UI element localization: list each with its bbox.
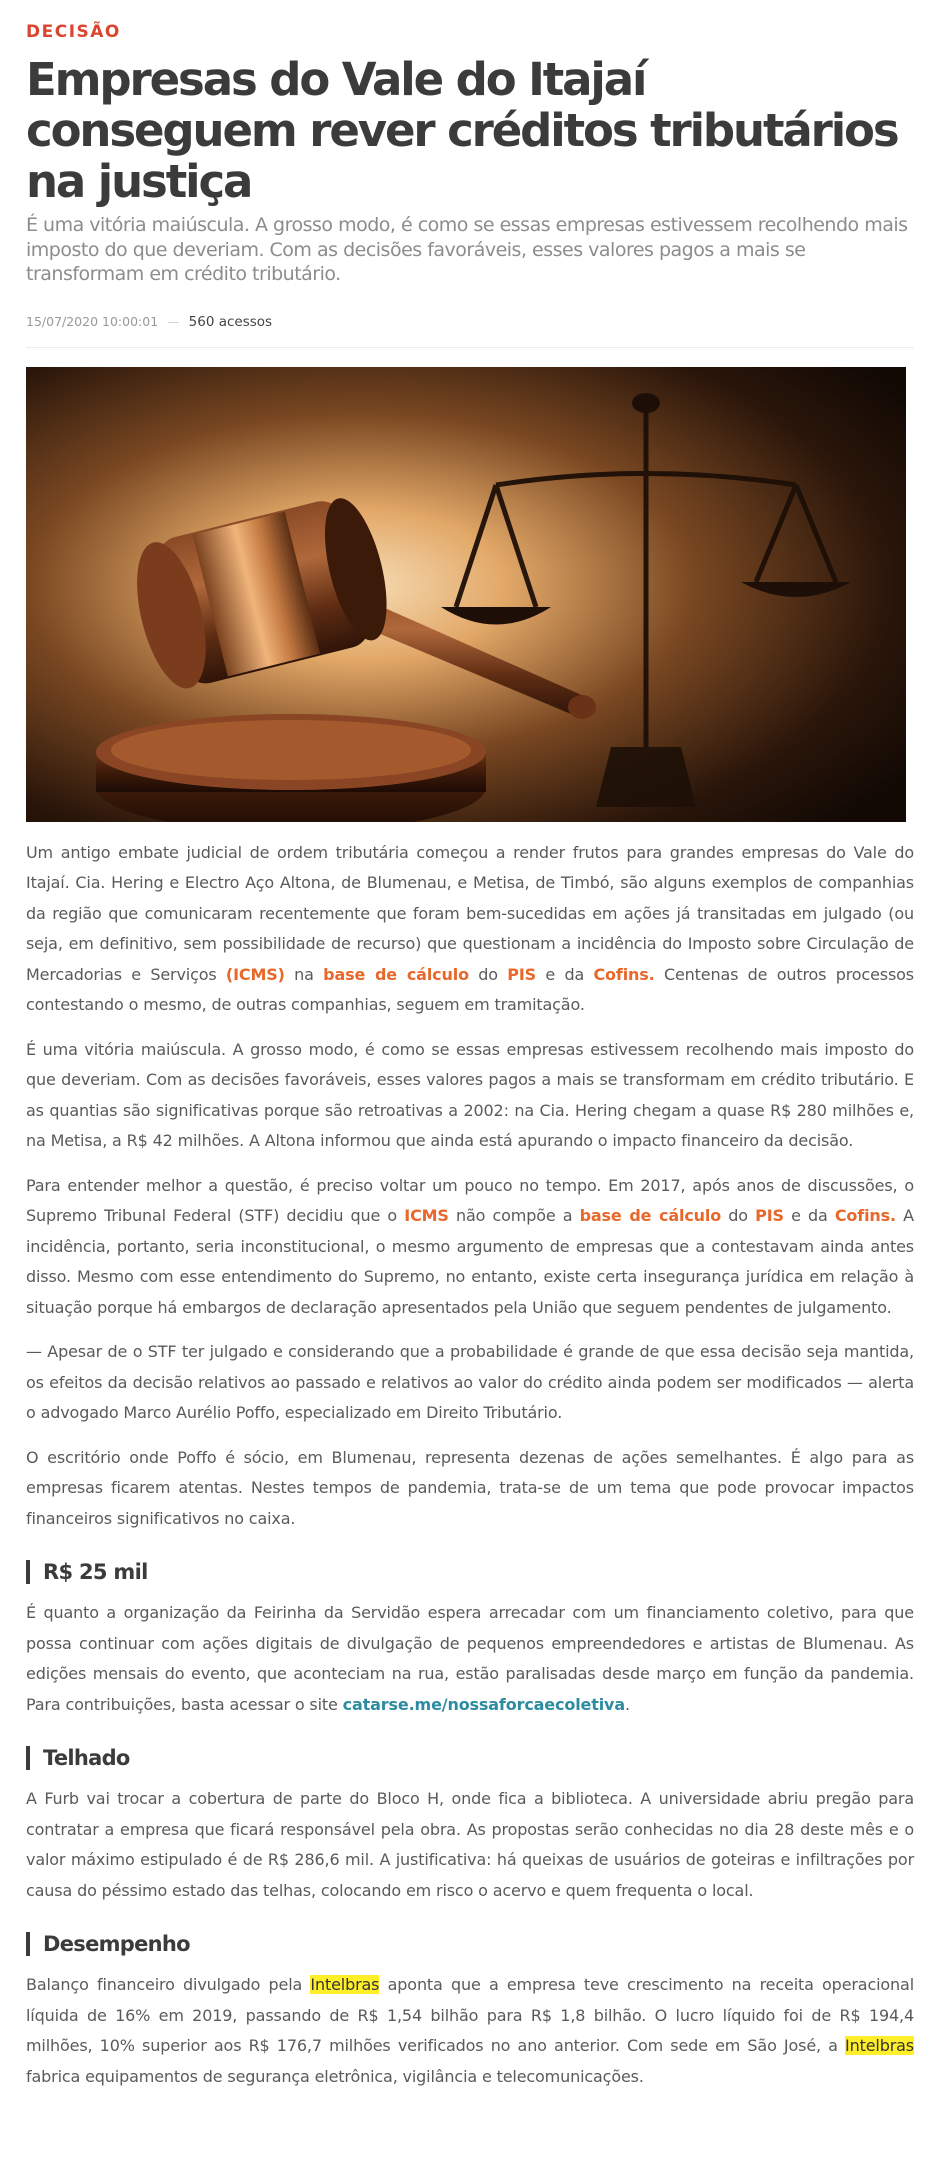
paragraph-text: do — [468, 964, 508, 984]
category-label[interactable]: DECISÃO — [26, 22, 121, 42]
paragraph: A Furb vai trocar a cobertura de parte do Bloco H, onde fica a biblioteca. A universidade abriu pregão para contratar a empresa que ficará responsável pela obra. As propostas serão conhecidas no dia 28 deste mês e o valor máximo estipulado é de R$ 286,6 mil. A justificativa: há queixas de usuários de goteiras e infiltrações por causa do péssimo estado das telhas, colocando em risco o acervo e quem frequenta o local. — [26, 1789, 914, 1900]
keyword-link-icms[interactable]: ICMS — [404, 1206, 449, 1225]
section-heading: R$ 25 mil — [26, 1560, 914, 1584]
paragraph-text: e da — [783, 1206, 835, 1225]
article-body — [26, 838, 914, 2093]
keyword-link-icms[interactable]: (ICMS) — [225, 964, 285, 984]
paragraph-text: aponta que a empresa teve crescimento na receita operacional líquida de 16% em 2019, passando de R$ 1,54 bilhão para R$ 1,8 bilhão. O lucro líquido foi de R$ 194,4 milhões, 10% superior aos R$ 176,7 milhões verificados no ano anterior. Com sede em São José, a — [26, 1975, 914, 2055]
article-subtitle: É uma vitória maiúscula. A grosso modo, é como se essas empresas estivessem recolhendo mais imposto do que deveriam. Com as decisões favoráveis, esses valores pagos a mais se transformam em crédito tributário. — [26, 214, 908, 285]
paragraph: O escritório onde Poffo é sócio, em Blumenau, representa dezenas de ações semelhantes. É algo para as empresas ficarem atentas. Nestes tempos de pandemia, trata-se de um tema que pode provocar impactos financeiros significativos no caixa. — [26, 1447, 914, 1528]
keyword-link-pis[interactable]: PIS — [755, 1206, 784, 1225]
highlighted-term: Intelbras — [310, 1975, 380, 1994]
article-meta — [26, 311, 914, 348]
publish-date: 15/07/2020 10:00:01 — [26, 314, 159, 329]
gavel-and-scales-image — [26, 367, 906, 822]
paragraph — [26, 1171, 914, 1324]
keyword-link-cofins[interactable]: Cofins. — [834, 1206, 896, 1225]
paragraph — [26, 1598, 914, 1720]
keyword-link-base-de-calculo[interactable]: base de cálculo — [579, 1206, 722, 1225]
view-count: 560 acessos — [188, 313, 273, 330]
paragraph: — Apesar de o STF ter julgado e considerando que a probabilidade é grande de que essa decisão seja mantida, os efeitos da decisão relativos ao passado e relativos ao valor do crédito ainda podem ser modificados — alerta o advogado Marco Aurélio Poffo, especializado em Direito Tributário. — [26, 1342, 914, 1422]
article-page — [0, 22, 940, 2092]
paragraph-text: É quanto a organização da Feirinha da Servidão espera arrecadar com um financiamento coletivo, para que possa continuar com ações digitais de divulgação de pequenos empreendedores e artistas de Blumenau. As edições mensais do evento, que aconteciam na rua, estão paralisadas desde março em função da pandemia. Para contribuições, basta acessar o site — [26, 1603, 914, 1714]
keyword-link-base-de-calculo[interactable]: base de cálculo — [323, 964, 469, 984]
paragraph-text: Um antigo embate judicial de ordem tributária começou a render frutos para grandes empresas do Vale do Itajaí. Cia. Hering e Electro Aço Altona, de Blumenau, e Metisa, de Timbó, são alguns exemplos de companhias da região que comunicaram recentemente que foram bem-sucedidas em ações já transitadas em julgado (ou seja, em definitivo, sem possibilidade de recurso) que questionam a incidência do Imposto sobre Circulação de Mercadorias e Serviços — [26, 842, 914, 984]
catarse-link[interactable]: catarse.me/nossaforcaecoletiva — [342, 1694, 625, 1714]
paragraph-text: . — [625, 1694, 630, 1714]
paragraph-text: e da — [536, 964, 594, 984]
paragraph-text: do — [721, 1206, 756, 1225]
paragraph-text: Balanço financeiro divulgado pela — [26, 1975, 311, 1994]
paragraph: É uma vitória maiúscula. A grosso modo, é como se essas empresas estivessem recolhendo mais imposto do que deveriam. Com as decisões favoráveis, esses valores pagos a mais se transformam em crédito tributário. E as quantias são significativas porque são retroativas a 2002: na Cia. Hering chegam a quase R$ 280 milhões e, na Metisa, a R$ 42 milhões. A Altona informou que ainda está apurando o impacto financeiro da decisão. — [26, 1039, 914, 1150]
keyword-link-pis[interactable]: PIS — [507, 964, 537, 984]
paragraph-text: Centenas de outros processos contestando o mesmo, de outras companhias, seguem em tramitação. — [26, 964, 914, 1014]
paragraph-text: não compõe a — [448, 1206, 580, 1225]
section-heading: Telhado — [26, 1746, 914, 1770]
highlighted-term: Intelbras — [845, 2036, 914, 2055]
paragraph-text: Para entender melhor a questão, é preciso voltar um pouco no tempo. Em 2017, após anos de discussões, o Supremo Tribunal Federal (STF) decidiu que o — [26, 1175, 914, 1225]
keyword-link-cofins[interactable]: Cofins. — [593, 964, 655, 984]
paragraph — [26, 838, 914, 1021]
section-heading: Desempenho — [26, 1932, 914, 1956]
meta-separator: — — [167, 314, 180, 329]
page-title: Empresas do Vale do Itajaí conseguem rever créditos tributários na justiça — [26, 53, 898, 208]
paragraph-text: na — [284, 964, 324, 984]
paragraph — [26, 1970, 914, 2092]
paragraph-text: fabrica equipamentos de segurança eletrônica, vigilância e telecomunicações. — [26, 2066, 644, 2086]
paragraph-text: A incidência, portanto, seria inconstitucional, o mesmo argumento de empresas que a contestavam ainda antes disso. Mesmo com esse entendimento do Supremo, no entanto, existe certa insegurança jurídica em relação à situação porque há embargos de declaração apresentados pela União que seguem pendentes de julgamento. — [26, 1206, 914, 1317]
